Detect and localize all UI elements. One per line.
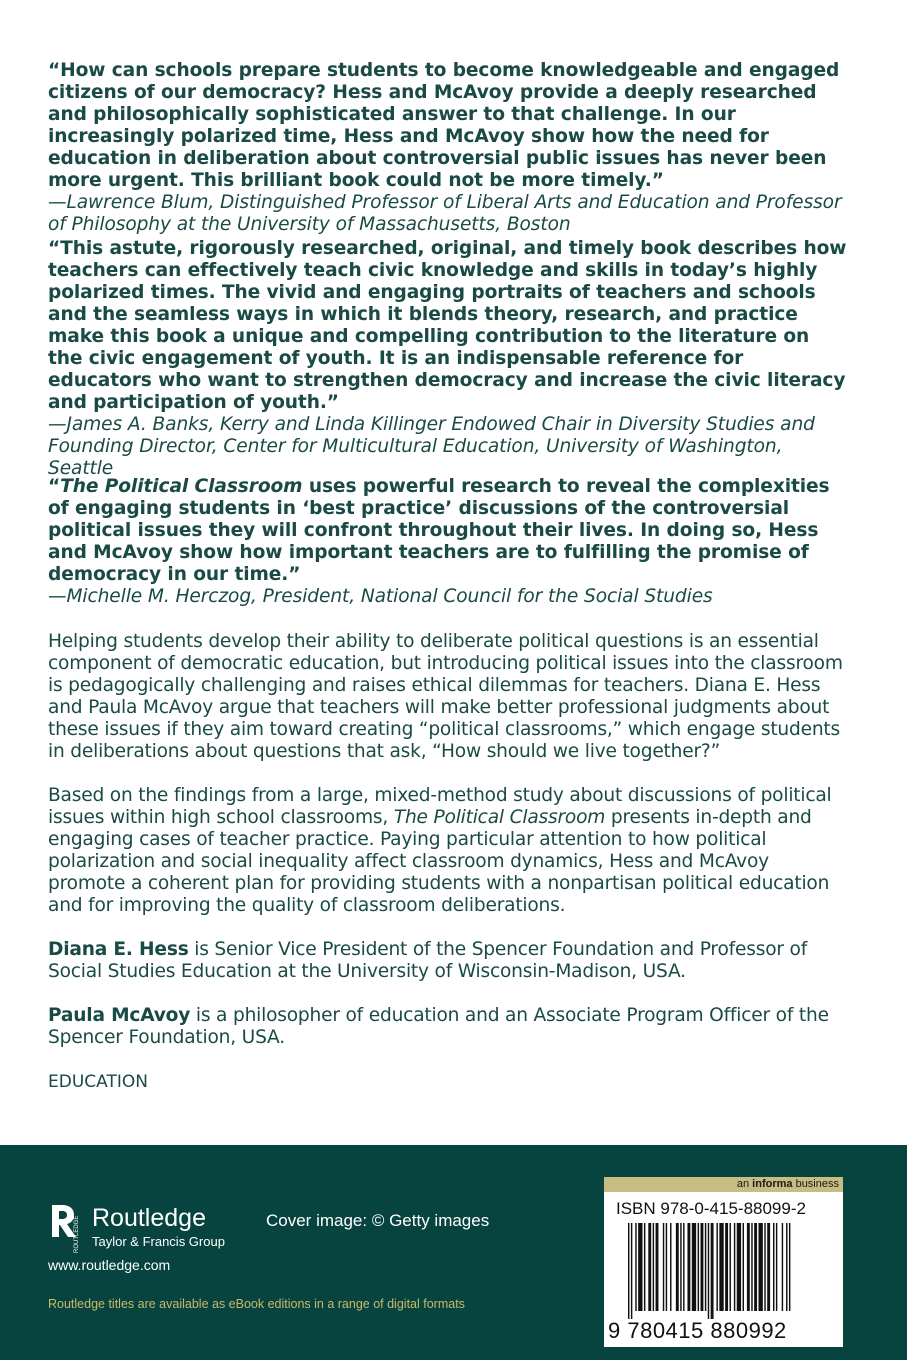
barcode-bar — [680, 1223, 681, 1311]
barcode-bar — [743, 1223, 744, 1311]
barcode-bar — [764, 1223, 765, 1311]
informa-prefix: an — [736, 1178, 753, 1190]
description-text: presents in-depth and engaging cases of teacher practice. Paying particular attention to how political polarization and social inequality affect classroom dynamics, Hess and McAvoy promote a coherent plan for providing students with a nonpartisan political education and for improving the quality of classroom deliberations. — [48, 807, 830, 916]
logo-vertical-text: ROUTLEDGE — [74, 1215, 80, 1253]
barcode-bar — [692, 1223, 696, 1311]
barcode-bar — [656, 1223, 659, 1311]
book-title: The Political Classroom — [60, 476, 303, 497]
description-paragraph: Helping students develop their ability to deliberate political questions is an essential component of democratic education, but introducing political issues into the classroom is pedagogically challenging and raises ethical dilemmas for teachers. Diana E. Hess and Paula McAvoy argue that teachers will make better professional judgments about these issues if they aim toward creating “political classrooms,” which engage students in deliberations about questions that ask, “How should we live together?” — [48, 631, 843, 762]
description-paragraph — [48, 785, 848, 917]
barcode-bar — [789, 1223, 790, 1311]
barcode-bar — [716, 1223, 717, 1311]
publisher-group: Taylor & Francis Group — [92, 1234, 225, 1249]
barcode-bar — [698, 1223, 699, 1311]
back-cover-text — [48, 60, 848, 1093]
author-bio-mcavoy — [48, 1005, 848, 1049]
barcode-bar — [666, 1223, 667, 1311]
barcode-bar — [747, 1223, 750, 1311]
informa-word: informa — [752, 1178, 793, 1190]
informa-suffix: business — [792, 1178, 839, 1190]
barcode-digits: 9 780415 880992 — [608, 1318, 787, 1343]
barcode-bar — [628, 1223, 629, 1319]
informa-strip — [604, 1177, 843, 1192]
barcode-bar — [631, 1223, 632, 1319]
book-title: The Political Classroom — [393, 807, 606, 828]
endorsement-attribution: —Michelle M. Herczog, President, National Council for the Social Studies — [48, 586, 713, 607]
barcode-bar — [773, 1223, 774, 1311]
barcode-bar — [663, 1223, 664, 1311]
barcode-bar — [751, 1223, 752, 1311]
subject-category: EDUCATION — [48, 1072, 148, 1092]
endorsement-attribution: —James A. Banks, Kerry and Linda Killinger Endowed Chair in Diversity Studies and Founding Director, Center for Multicultural Education, University of Washington, Seattle — [48, 414, 815, 479]
endorsement-banks — [48, 238, 848, 479]
barcode-bar — [676, 1223, 679, 1311]
ebook-note: Routledge titles are available as eBook editions in a range of digital formats — [48, 1297, 465, 1311]
barcode-bar — [711, 1223, 714, 1319]
quote-open-mark: “ — [48, 476, 61, 497]
barcode-bar — [648, 1223, 651, 1311]
isbn-barcode-panel — [604, 1177, 843, 1347]
barcode-bar — [737, 1223, 741, 1311]
barcode-bar — [782, 1223, 783, 1311]
barcode-bar — [670, 1223, 671, 1311]
barcode-bar — [730, 1223, 731, 1311]
barcode-bar — [786, 1223, 787, 1311]
barcode-bar — [644, 1223, 645, 1311]
description-text: Based on the findings from a large, mixed-method study about discussions of political issues within high school classrooms, — [48, 785, 832, 828]
author-bio-text: is a philosopher of education and an Associate Program Officer of the Spencer Foundation, USA. — [48, 1005, 829, 1048]
endorsement-quote: “How can schools prepare students to become knowledgeable and engaged citizens of our democracy? Hess and McAvoy provide a deeply researched and philosophically sophisticated answer to that challenge. In our increasingly polarized time, Hess and McAvoy show how the need for education in deliberation about controversial public issues has never been more urgent. This brilliant book could not be more timely.” — [48, 60, 840, 191]
barcode-bar — [683, 1223, 684, 1311]
publisher-website: www.routledge.com — [48, 1257, 171, 1273]
cover-credit: Cover image: © Getty images — [266, 1211, 490, 1230]
barcode-bar — [734, 1223, 735, 1311]
author-name: Paula McAvoy — [48, 1005, 191, 1026]
endorsement-quote: “This astute, rigorously researched, original, and timely book describes how teachers can effectively teach civic knowledge and skills in today’s highly polarized times. The vivid and engaging portraits of teachers and schools and the seamless ways in which it blends theory, research, and practice make this book a unique and compelling contribution to the literature on the civic engagement of youth. It is an indispensable reference for educators who want to strengthen democracy and increase the civic literacy and participation of youth.” — [48, 238, 847, 413]
barcode-bar — [767, 1223, 770, 1311]
routledge-logo-mark-icon — [48, 1203, 84, 1255]
quote-body: uses powerful research to reveal the complexities of engaging students in ‘best practice’ discussions of the controversial political issues they will confront throughout their lives. In doing so, Hess and McAvoy show how important teachers are to fulfilling the promise of democracy in our time.” — [48, 476, 830, 585]
barcode-bar — [759, 1223, 763, 1311]
author-name: Diana E. Hess — [48, 939, 189, 960]
endorsement-attribution: —Lawrence Blum, Distinguished Professor of Liberal Arts and Education and Professor of Philosophy at the University of Massachusetts, Boston — [48, 192, 842, 235]
author-bio-hess — [48, 939, 848, 983]
endorsement-quote — [48, 476, 848, 586]
barcode-bar — [776, 1223, 777, 1311]
isbn-number: ISBN 978-0-415-88099-2 — [616, 1199, 806, 1218]
publisher-name: Routledge — [92, 1204, 206, 1232]
barcode-bar — [708, 1223, 709, 1319]
barcode-bar — [638, 1223, 642, 1311]
barcode-bar — [701, 1223, 704, 1311]
barcode-bar — [719, 1223, 723, 1311]
barcode-icon — [628, 1223, 834, 1319]
barcode-bar — [635, 1223, 636, 1311]
barcode-bar — [705, 1223, 706, 1311]
endorsement-herczog — [48, 476, 848, 631]
barcode-bar — [754, 1223, 757, 1311]
barcode-bar — [687, 1223, 690, 1311]
author-bio-text: is Senior Vice President of the Spencer Foundation and Professor of Social Studies Education at the University of Wisconsin-Madison, USA. — [48, 939, 808, 982]
barcode-bar — [653, 1223, 654, 1311]
barcode-bar — [725, 1223, 728, 1311]
endorsement-blum — [48, 60, 848, 238]
publisher-footer — [0, 1145, 907, 1360]
